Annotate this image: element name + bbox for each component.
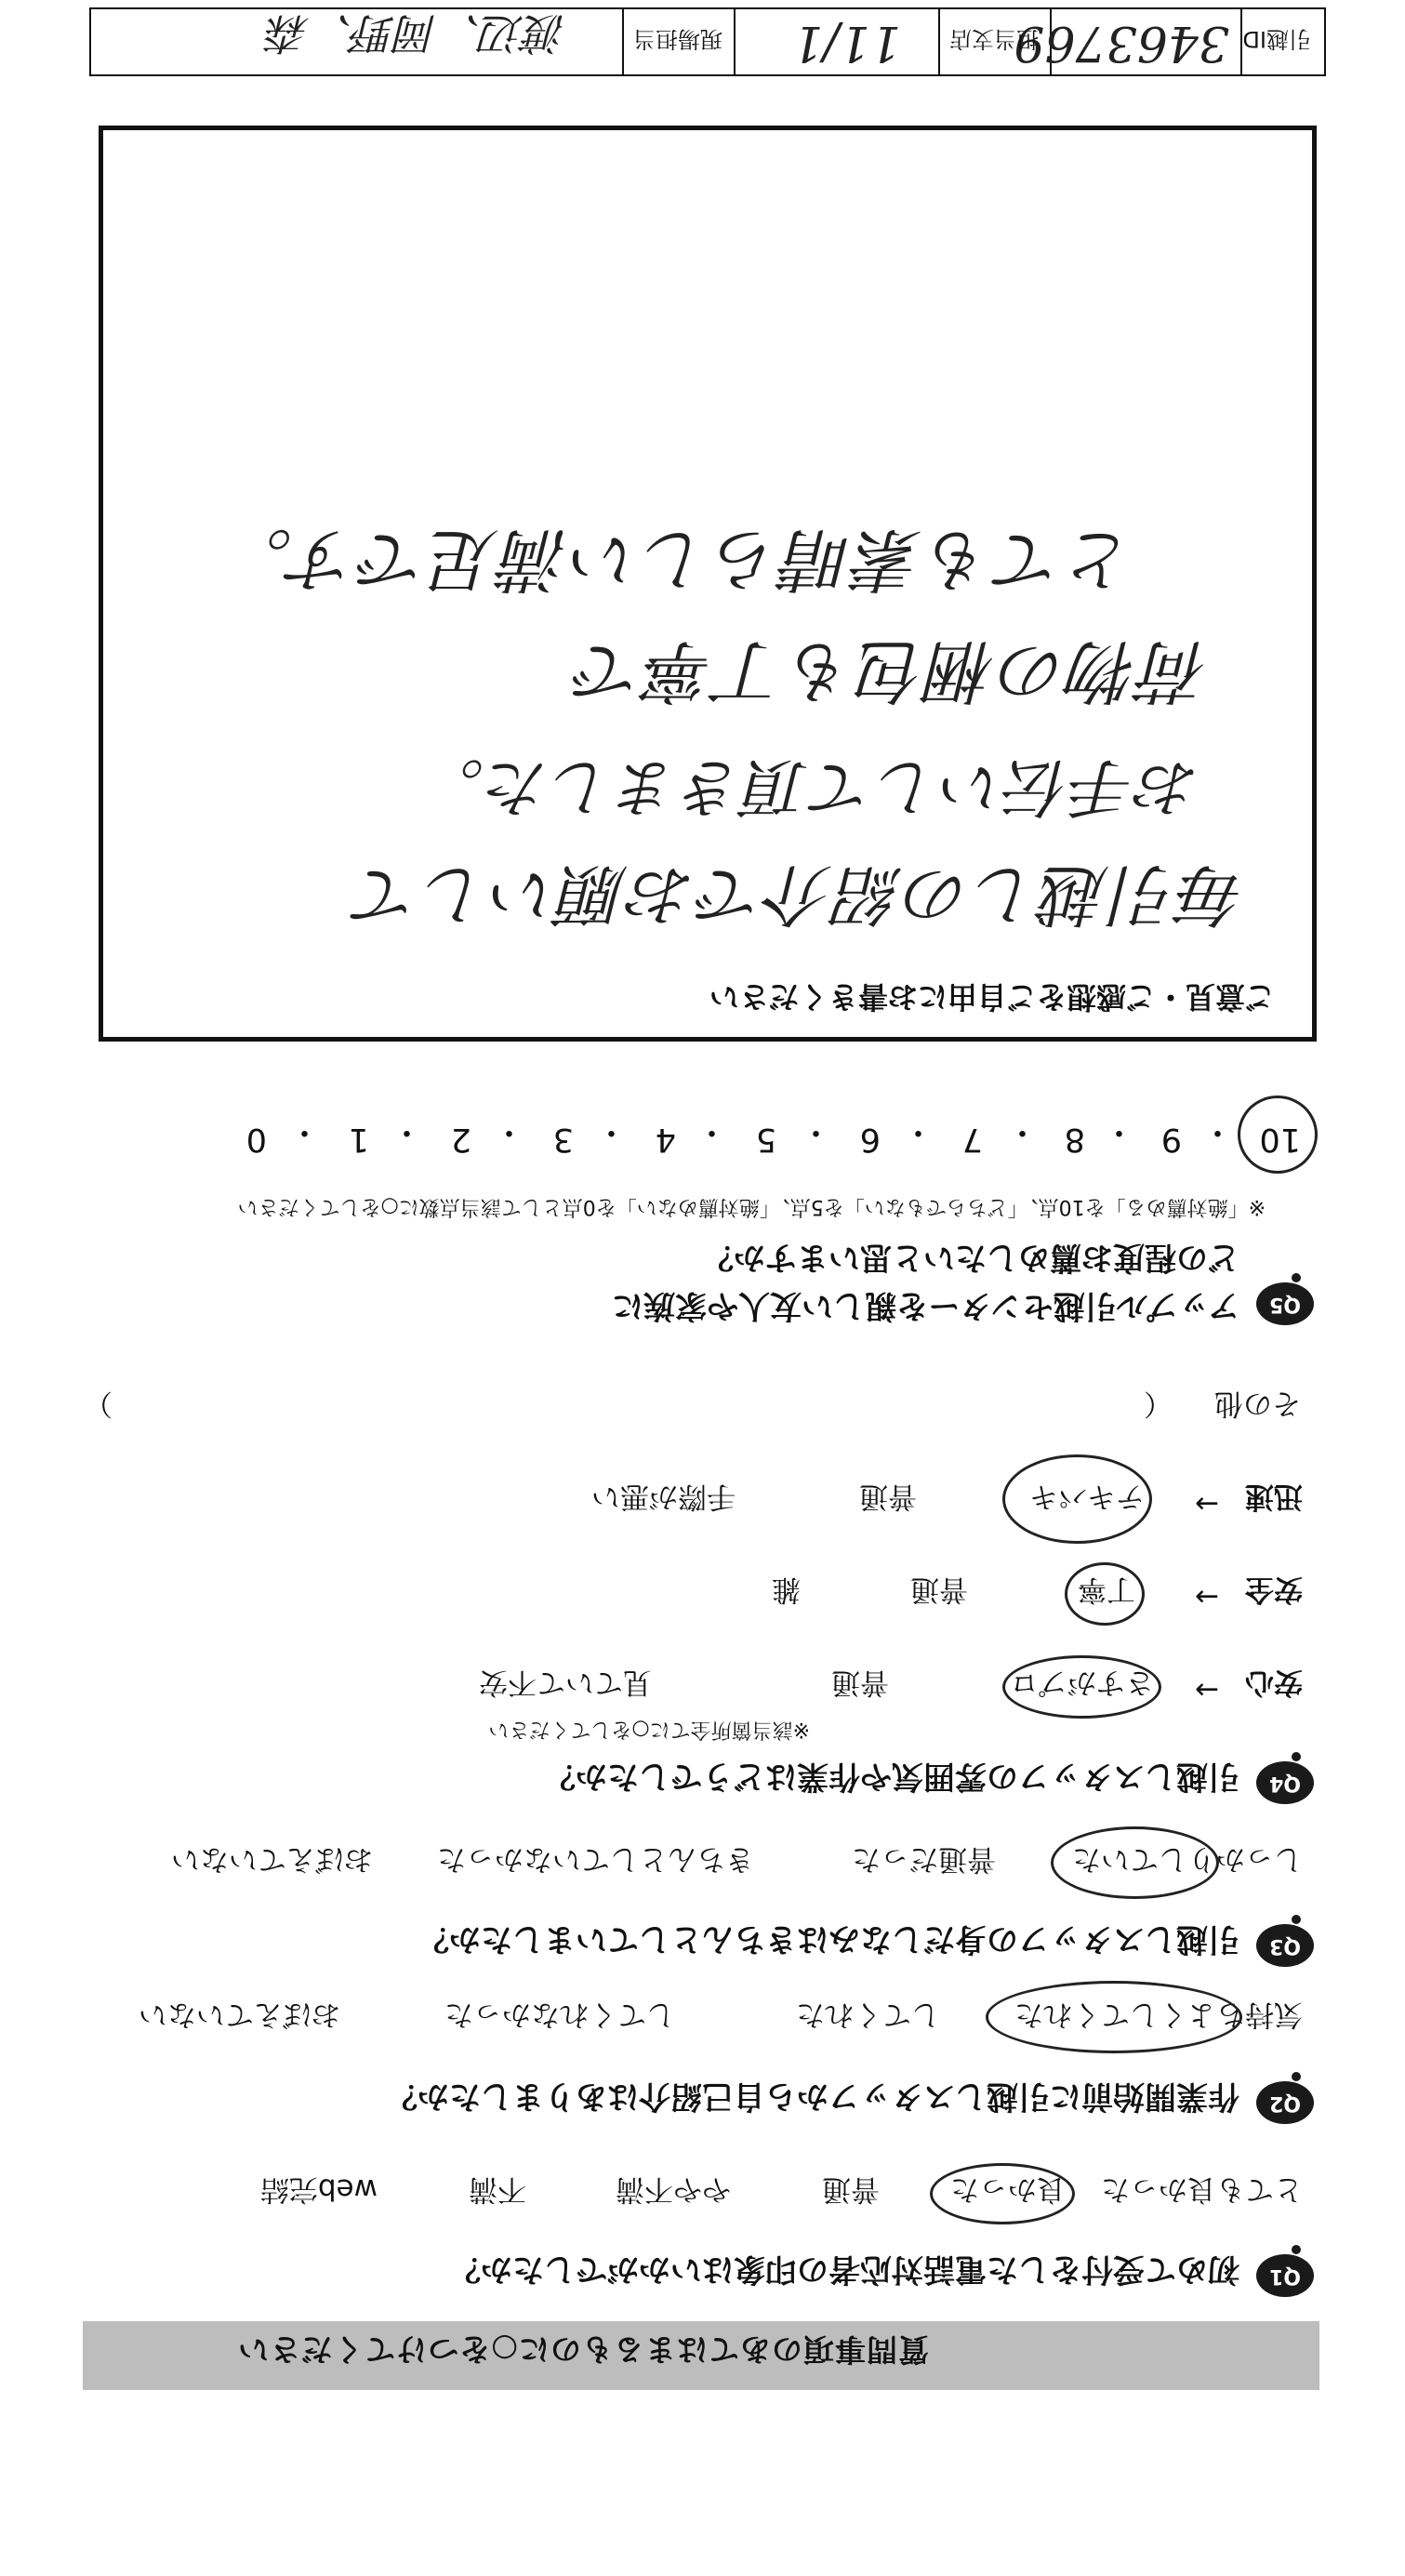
q4-option[interactable]: 普通 xyxy=(859,1480,917,1513)
scale-dot: ・ xyxy=(492,1113,525,1150)
staff-value: 渡辺、岡野、森 xyxy=(267,8,566,59)
q4-option[interactable]: 手際が悪い xyxy=(591,1480,736,1513)
q5-badge: Q5 xyxy=(1256,1282,1314,1325)
q1-option[interactable]: web完結 xyxy=(259,2172,378,2206)
rating-option[interactable]: 3 xyxy=(552,1121,574,1158)
q5-rating-scale xyxy=(148,1102,1301,1158)
q2-option[interactable]: してくれた xyxy=(796,1998,940,2031)
q4-option[interactable]: テキパキ xyxy=(1029,1480,1145,1513)
comment-line: 毎引越しの紹介でお願いして xyxy=(351,856,1247,934)
q4-option[interactable]: 丁寧 xyxy=(1078,1573,1135,1606)
q3-option[interactable]: 普通だった xyxy=(852,1842,996,1876)
rating-option[interactable]: 4 xyxy=(655,1121,676,1158)
q2-option[interactable]: 気持ちよくしてくれた xyxy=(1014,1998,1303,2031)
q1-selection-circle xyxy=(930,2163,1075,2224)
staff-label-cell xyxy=(622,9,734,74)
comment-line: とても素晴らしい満足です。 xyxy=(221,519,1135,599)
rating-option[interactable]: 0 xyxy=(245,1121,267,1158)
branch-value-cell xyxy=(734,9,938,74)
arrow-right-icon: → xyxy=(1195,1580,1219,1613)
scale-dot: ・ xyxy=(287,1113,321,1150)
scale-dot: ・ xyxy=(799,1113,832,1150)
scale-dot: ・ xyxy=(390,1113,423,1150)
q2-selection-circle xyxy=(986,1981,1242,2053)
q2-option[interactable]: おぼえていない xyxy=(139,1998,340,2031)
staff-value-cell xyxy=(91,9,622,74)
rating-option[interactable]: 10 xyxy=(1259,1121,1301,1158)
q4-option[interactable]: さすがプロ xyxy=(1010,1666,1154,1699)
rating-option[interactable]: 8 xyxy=(1064,1121,1085,1158)
comment-line: お手伝いして頂きました。 xyxy=(418,750,1200,823)
q1-option[interactable]: 普通 xyxy=(822,2172,880,2206)
q2-option[interactable]: してくれなかった xyxy=(444,1998,675,2031)
q3-option[interactable]: きちんとしていなかった xyxy=(437,1842,754,1876)
scale-dot: ・ xyxy=(1200,1113,1234,1150)
scale-dot: ・ xyxy=(1102,1113,1135,1150)
instruction-band xyxy=(83,2321,1319,2390)
q4-note: ※該当箇所全てに○をしてください xyxy=(488,1718,810,1741)
branch-label-cell xyxy=(938,9,1050,74)
rating-option[interactable]: 9 xyxy=(1160,1121,1182,1158)
q1-option[interactable]: やや不満 xyxy=(616,2172,731,2206)
q2-question: 作業開始前に引越しスタッフから自己紹介はありましたか？ xyxy=(386,2078,1239,2115)
rating-option[interactable]: 2 xyxy=(450,1121,471,1158)
q3-selection-circle xyxy=(1051,1826,1219,1899)
q5-note: ※「絶対薦める」を10点、「どちらでもない」を5点、「絶対薦めない」を0点として該当点数に○をしてください xyxy=(237,1195,1266,1218)
q4-row-label: 安全 xyxy=(1245,1573,1303,1606)
q4-other-open: （ xyxy=(1144,1387,1173,1420)
q1-option[interactable]: 良かった xyxy=(950,2172,1066,2206)
comment-title: ご意見・ご感想をご自由にお書きください xyxy=(709,979,1275,1015)
instruction-text: 質問事項のあてはまるものに○をつけてください xyxy=(237,2331,929,2368)
q4-row-label: 安心 xyxy=(1245,1666,1303,1699)
q4-badge: Q4 xyxy=(1256,1761,1314,1804)
q4-other-label: その他 xyxy=(1214,1387,1301,1420)
arrow-right-icon: → xyxy=(1195,1487,1219,1520)
scale-dot: ・ xyxy=(695,1113,728,1150)
branch-value: 11/1 xyxy=(792,15,901,71)
q4-jinsoku-circle xyxy=(1002,1454,1152,1544)
id-label: 引越ID xyxy=(1242,26,1311,52)
q4-anzen-circle xyxy=(1065,1562,1145,1626)
scale-dot: ・ xyxy=(901,1113,934,1150)
rating-option[interactable]: 5 xyxy=(755,1121,776,1158)
q4-question: 引越しスタッフの雰囲気や作業はどうでしたか？ xyxy=(544,1758,1239,1795)
q3-badge: Q3 xyxy=(1256,1924,1314,1967)
q5-question-line1: アップル引越センターを親しい友人や家族に xyxy=(612,1287,1239,1324)
id-row xyxy=(89,7,1326,76)
q4-anshin-circle xyxy=(1002,1655,1161,1719)
q3-option[interactable]: しっかりしていた xyxy=(1072,1842,1303,1876)
rating-option[interactable]: 6 xyxy=(859,1121,881,1158)
q5-selection-circle xyxy=(1238,1095,1318,1174)
q1-question: 初めて受付をした電話対応者の印象はいかがでしたか？ xyxy=(449,2251,1239,2288)
comment-line: 荷物の梱包も丁寧で xyxy=(574,631,1210,710)
q4-option[interactable]: 見ていて不安 xyxy=(479,1666,652,1699)
rating-option[interactable]: 7 xyxy=(961,1121,983,1158)
q4-other-close: ） xyxy=(84,1387,113,1420)
comment-box[interactable] xyxy=(99,126,1317,1042)
q4-option[interactable]: 普通 xyxy=(831,1666,889,1699)
id-value-cell xyxy=(1014,9,1240,74)
q5-question-line2: どの程度お薦めしたいと思いますか？ xyxy=(702,1239,1239,1276)
q1-badge: Q1 xyxy=(1256,2254,1314,2297)
q4-row-label: 迅速 xyxy=(1245,1480,1303,1513)
id-label-cell xyxy=(1240,9,1324,74)
id-value: 3463769 xyxy=(1014,15,1229,71)
q4-option[interactable]: 雑 xyxy=(772,1573,801,1606)
rating-option[interactable]: 1 xyxy=(348,1121,369,1158)
arrow-right-icon: → xyxy=(1195,1673,1219,1706)
q1-option[interactable]: とても良かった xyxy=(1101,2172,1303,2206)
scale-dot: ・ xyxy=(594,1113,628,1150)
q4-option[interactable]: 普通 xyxy=(910,1573,968,1606)
scale-dot: ・ xyxy=(1005,1113,1039,1150)
staff-label: 現場担当 xyxy=(633,26,722,52)
branch-label: 担当支店 xyxy=(949,26,1039,52)
q2-badge: Q2 xyxy=(1256,2081,1314,2124)
q1-option[interactable]: 不満 xyxy=(469,2172,526,2206)
q3-option[interactable]: おぼえていない xyxy=(171,1842,373,1876)
q3-question: 引越しスタッフの身だしなみはきちんとしていましたか？ xyxy=(418,1920,1239,1958)
